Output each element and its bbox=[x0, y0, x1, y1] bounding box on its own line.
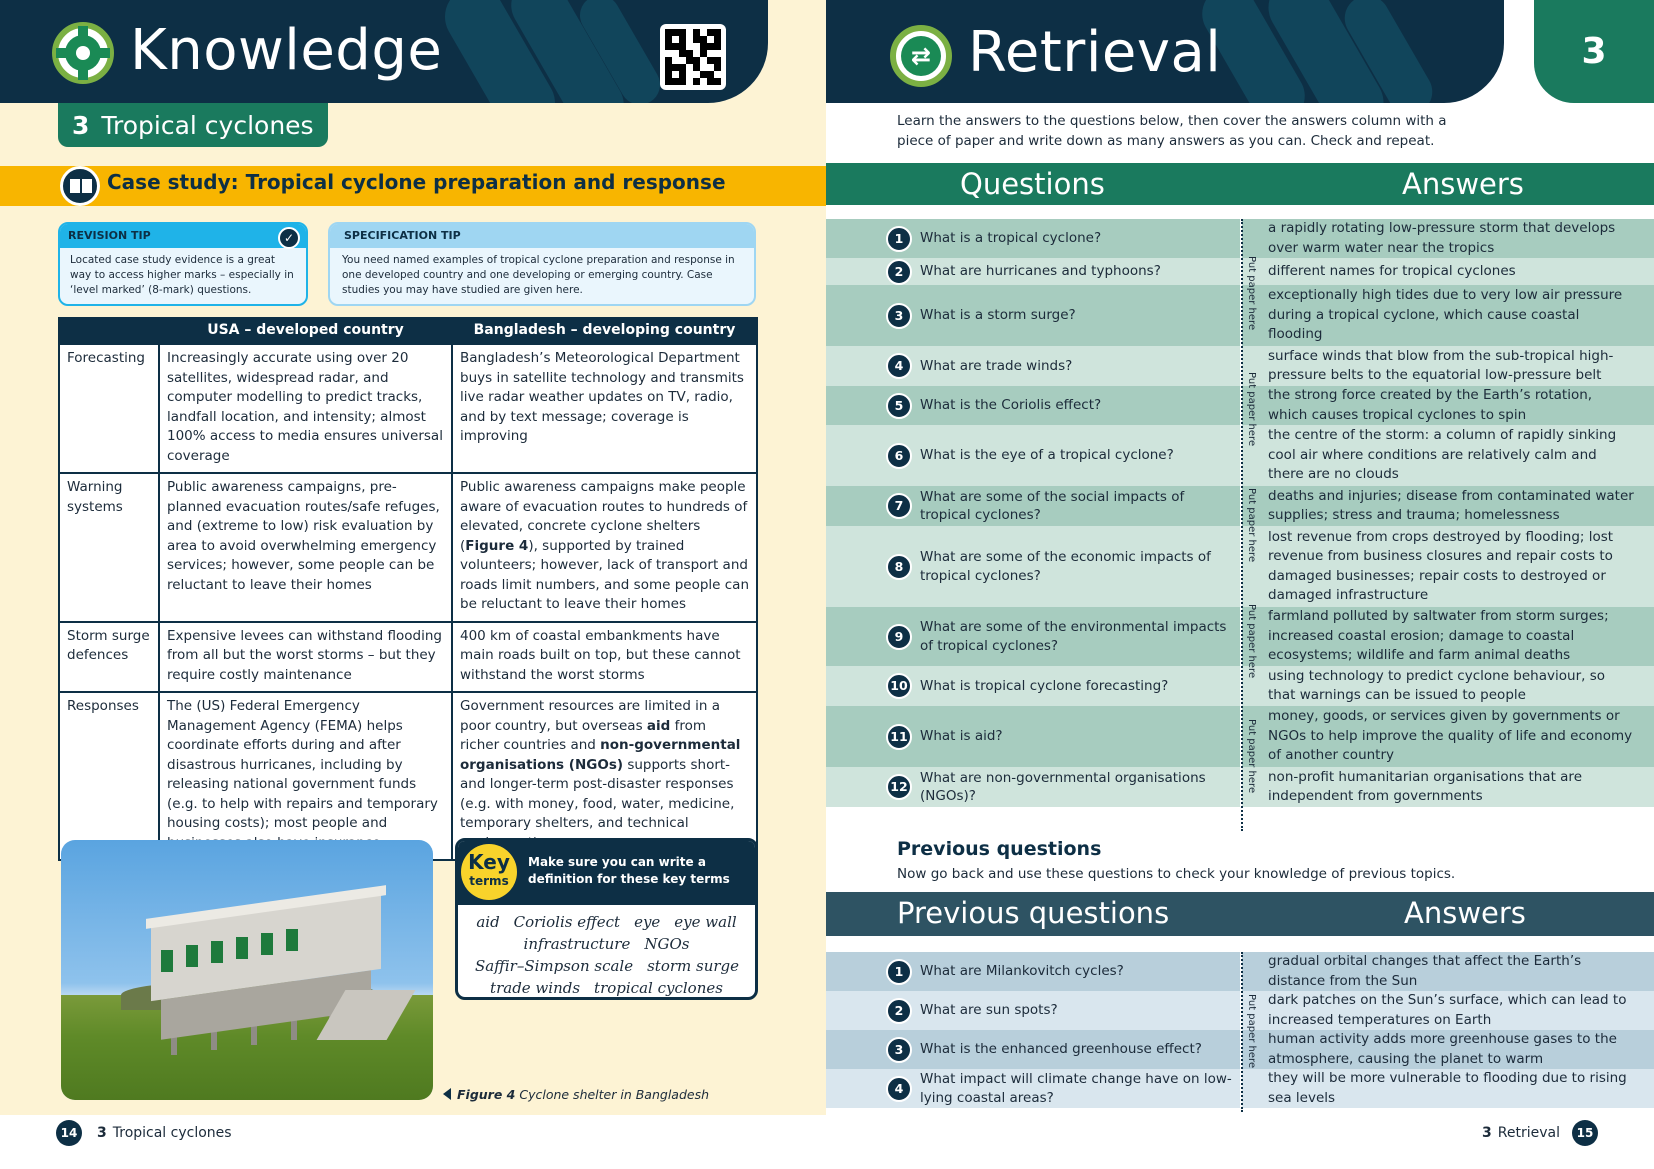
footer-chapter: 3 bbox=[97, 1125, 107, 1141]
key-terms-badge bbox=[461, 844, 517, 900]
answer-text: different names for tropical cyclones bbox=[1268, 262, 1516, 279]
cut-line bbox=[1241, 219, 1243, 831]
question-text: What impact will climate change have on low-lying coastal areas? bbox=[920, 1071, 1232, 1106]
key-terms-note: Make sure you can write a definition for these key terms bbox=[528, 855, 730, 886]
question-cell bbox=[826, 706, 1240, 767]
question-cell bbox=[826, 285, 1240, 346]
specification-tip bbox=[328, 222, 756, 306]
key-term: tropical cyclones bbox=[594, 979, 723, 997]
question-cell bbox=[826, 346, 1240, 386]
caption-arrow-icon bbox=[443, 1088, 451, 1100]
answer-text: a rapidly rotating low-pressure storm that develops over warm water near the tropics bbox=[1268, 220, 1616, 256]
answers-header: Answers bbox=[1402, 167, 1524, 201]
left-page bbox=[0, 0, 826, 1169]
previous-answers-header: Answers bbox=[1404, 896, 1526, 930]
row-label: Responses bbox=[59, 692, 159, 860]
put-paper-label: Put paper here bbox=[1246, 604, 1257, 679]
question-number: 6 bbox=[886, 443, 912, 469]
qa-row bbox=[826, 486, 1654, 526]
question-number: 8 bbox=[886, 554, 912, 580]
previous-qa-list bbox=[826, 952, 1654, 1108]
left-footer bbox=[0, 1115, 826, 1169]
specification-tip-label: SPECIFICATION TIP bbox=[330, 224, 754, 248]
question-cell bbox=[826, 666, 1240, 706]
bangladesh-cell: Bangladesh’s Meteorological Department buys in satellite technology and transmits live radar weather updates on TV, radio, and by text message; coverage is improving bbox=[452, 344, 757, 473]
table-header-blank bbox=[59, 318, 159, 344]
question-cell bbox=[826, 386, 1240, 425]
section-title: Tropical cyclones bbox=[101, 110, 314, 140]
previous-qa-header bbox=[826, 892, 1654, 936]
revision-tip-label: REVISION TIP bbox=[60, 224, 306, 248]
question-number: 1 bbox=[886, 959, 912, 985]
bangladesh-cell bbox=[452, 473, 757, 622]
question-text: What is aid? bbox=[920, 728, 1003, 745]
question-cell bbox=[826, 991, 1240, 1030]
answer-text: using technology to predict cyclone behaviour, so that warnings can be issued to people bbox=[1268, 667, 1605, 703]
question-number: 2 bbox=[886, 259, 912, 285]
qr-code-icon[interactable] bbox=[660, 24, 726, 90]
key-badge-bottom: terms bbox=[469, 874, 509, 888]
key-term: aid bbox=[476, 913, 500, 931]
question-text: What is the enhanced greenhouse effect? bbox=[920, 1041, 1202, 1058]
question-cell bbox=[826, 219, 1240, 258]
question-number: 5 bbox=[886, 393, 912, 419]
text-run: Government resources are limited in a poor country, but overseas bbox=[460, 698, 721, 734]
question-text: What are trade winds? bbox=[920, 357, 1073, 374]
case-study-table bbox=[58, 317, 758, 861]
qa-row bbox=[826, 1030, 1654, 1069]
previous-questions-title: Previous questions bbox=[897, 838, 1102, 860]
footer-title-text: Retrieval bbox=[1497, 1125, 1560, 1141]
qa-list bbox=[826, 219, 1654, 807]
question-cell bbox=[826, 425, 1240, 486]
table-row bbox=[59, 692, 757, 860]
key-term: eye wall bbox=[674, 913, 737, 931]
cyclone-shelter-photo bbox=[61, 840, 433, 1100]
retrieval-header bbox=[826, 0, 1504, 103]
key-badge-top: Key bbox=[468, 850, 510, 874]
question-text: What are hurricanes and typhoons? bbox=[920, 263, 1161, 280]
answer-text: deaths and injuries; disease from contaminated water supplies; stress and trauma; homelessness bbox=[1268, 487, 1634, 523]
question-text: What is the eye of a tropical cyclone? bbox=[920, 447, 1174, 464]
row-label: Storm surge defences bbox=[59, 622, 159, 693]
usa-cell: Increasingly accurate using over 20 satellites, widespread radar, and computer modelling to predict tracks, landfall location, and intensity; almost 100% access to media ensures universal coverage bbox=[159, 344, 452, 473]
key-term: NGOs bbox=[644, 935, 690, 953]
chapter-tab: 3 bbox=[1534, 0, 1654, 103]
swap-arrows-icon: ⇄ bbox=[890, 25, 952, 87]
book-icon bbox=[60, 166, 100, 206]
put-paper-label: Put paper here bbox=[1246, 488, 1257, 563]
key-term: Coriolis effect bbox=[513, 913, 621, 931]
answer-text: farmland polluted by saltwater from storm surges; increased coastal erosion; damage to coastal ecosystems; wildlife and farm animal deaths bbox=[1268, 608, 1609, 664]
question-number: 11 bbox=[886, 724, 912, 750]
checklist-icon: ✓ bbox=[278, 227, 300, 249]
question-text: What are some of the economic impacts of tropical cyclones? bbox=[920, 549, 1211, 584]
table-header-bangladesh: Bangladesh – developing country bbox=[452, 318, 757, 344]
table-header-usa: USA – developed country bbox=[159, 318, 452, 344]
question-number: 3 bbox=[886, 303, 912, 329]
footer-chapter: 3 bbox=[1482, 1125, 1492, 1141]
usa-cell: Public awareness campaigns, pre-planned evacuation routes/safe refuges, and (extreme to low) risk evaluation by area to avoid overwhelming emergency services; however, some people can be reluctant to leave their homes bbox=[159, 473, 452, 622]
answer-text: the strong force created by the Earth’s rotation, which causes tropical cyclones to spin bbox=[1268, 387, 1593, 423]
question-cell bbox=[826, 767, 1240, 807]
question-text: What is a tropical cyclone? bbox=[920, 230, 1102, 247]
qa-row bbox=[826, 767, 1654, 807]
answer-text: they will be more vulnerable to flooding due to rising sea levels bbox=[1268, 1070, 1627, 1106]
page-number: 15 bbox=[1572, 1120, 1598, 1146]
qa-header bbox=[826, 163, 1654, 205]
text-run: from richer countries and bbox=[460, 717, 707, 753]
put-paper-label: Put paper here bbox=[1246, 256, 1257, 331]
question-cell bbox=[826, 1069, 1240, 1108]
table-row bbox=[59, 344, 757, 473]
page-number: 14 bbox=[56, 1120, 82, 1146]
footer-title bbox=[97, 1125, 232, 1141]
specification-tip-text: You need named examples of tropical cyclone preparation and response in one developed country and one developing or emerging country. Case studies you may have studied are given here. bbox=[342, 254, 735, 296]
table-header-row bbox=[59, 318, 757, 344]
question-text: What is the Coriolis effect? bbox=[920, 397, 1102, 414]
footer-title-text: Tropical cyclones bbox=[112, 1125, 232, 1141]
question-text: What is a storm surge? bbox=[920, 307, 1076, 324]
qa-row bbox=[826, 607, 1654, 666]
bangladesh-cell bbox=[452, 692, 757, 860]
right-footer bbox=[826, 1115, 1654, 1169]
key-terms-header bbox=[458, 841, 755, 905]
question-number: 3 bbox=[886, 1037, 912, 1063]
answer-text: the centre of the storm: a column of rapidly sinking cool air where conditions are relatively calm and there are no clouds bbox=[1268, 427, 1617, 483]
case-study-title: Case study: Tropical cyclone preparation and response bbox=[107, 170, 726, 194]
text-run: ), supported by trained volunteers; however, lack of transport and roads limit numbers, and some people can be reluctant to leave their homes bbox=[460, 537, 750, 612]
qa-row bbox=[826, 666, 1654, 706]
knowledge-header bbox=[0, 0, 768, 103]
row-label: Warning systems bbox=[59, 473, 159, 622]
qa-row bbox=[826, 425, 1654, 486]
question-cell bbox=[826, 258, 1240, 285]
key-term: non-governmental organisations (NGOs) bbox=[460, 737, 741, 773]
figure-reference: Figure 4 bbox=[465, 537, 529, 554]
usa-cell: Expensive levees can withstand flooding from all but the worst storms – but they require costly maintenance bbox=[159, 622, 452, 693]
previous-questions-header: Previous questions bbox=[897, 896, 1170, 930]
answer-text: non-profit humanitarian organisations that are independent from governments bbox=[1268, 768, 1582, 804]
key-term: infrastructure bbox=[523, 935, 631, 953]
page-title: Knowledge bbox=[130, 18, 443, 83]
footer-title bbox=[1482, 1125, 1560, 1141]
question-text: What are some of the environmental impacts of tropical cyclones? bbox=[920, 619, 1227, 654]
text-run: Public awareness campaigns make people aware of evacuation routes to hundreds of elevated, concrete cyclone shelters ( bbox=[460, 479, 748, 554]
key-term: eye bbox=[634, 913, 661, 931]
caption-text: Cyclone shelter in Bangladesh bbox=[515, 1087, 710, 1102]
qa-row bbox=[826, 285, 1654, 346]
key-term: trade winds bbox=[490, 979, 581, 997]
figure-caption bbox=[443, 1087, 709, 1102]
caption-label: Figure 4 bbox=[457, 1087, 516, 1102]
answer-text: human activity adds more greenhouse gases to the atmosphere, causing the planet to warm bbox=[1268, 1031, 1617, 1067]
question-number: 4 bbox=[886, 353, 912, 379]
question-text: What are Milankovitch cycles? bbox=[920, 963, 1124, 980]
question-number: 2 bbox=[886, 998, 912, 1024]
answer-text: gradual orbital changes that affect the Earth’s distance from the Sun bbox=[1268, 953, 1582, 989]
qa-row bbox=[826, 219, 1654, 258]
gear-icon bbox=[52, 22, 114, 84]
answer-text: lost revenue from crops destroyed by flooding; lost revenue from business closures and repair costs to damaged businesses; repair costs to destroyed or damaged infrastructure bbox=[1268, 528, 1614, 603]
usa-cell: The (US) Federal Emergency Management Agency (FEMA) helps coordinate efforts during and after disastrous hurricanes, including by releasing national government funds (e.g. to help with repairs and temporary housing costs); most people and bbox=[159, 692, 452, 860]
retrieval-intro: Learn the answers to the questions below, then cover the answers column with a piece of paper and write down as many answers as you can. Check and repeat. bbox=[897, 113, 1447, 149]
question-text: What are some of the social impacts of tropical cyclones? bbox=[920, 488, 1185, 523]
answer-text: surface winds that blow from the sub-tropical high-pressure belts to the equatorial low-pressure belt bbox=[1268, 347, 1614, 383]
question-number: 10 bbox=[886, 673, 912, 699]
put-paper-label: Put paper here bbox=[1246, 372, 1257, 447]
questions-header: Questions bbox=[960, 167, 1105, 201]
put-paper-label: Put paper here bbox=[1246, 719, 1257, 794]
qa-row bbox=[826, 386, 1654, 425]
question-cell bbox=[826, 952, 1240, 991]
qa-row bbox=[826, 346, 1654, 386]
qa-row bbox=[826, 526, 1654, 607]
row-label: Forecasting bbox=[59, 344, 159, 473]
answer-text: money, goods, or services given by governments or NGOs to help improve the quality of life and economy of another country bbox=[1268, 708, 1633, 764]
question-number: 9 bbox=[886, 624, 912, 650]
previous-questions-subtitle: Now go back and use these questions to check your knowledge of previous topics. bbox=[897, 866, 1456, 882]
revision-tip bbox=[58, 222, 308, 306]
question-cell bbox=[826, 1030, 1240, 1069]
section-number: 3 bbox=[72, 110, 90, 140]
question-number: 4 bbox=[886, 1076, 912, 1102]
key-terms-box bbox=[455, 838, 758, 1000]
table-row bbox=[59, 622, 757, 693]
question-cell bbox=[826, 526, 1240, 607]
key-terms-list bbox=[458, 905, 755, 1000]
key-term: storm surge bbox=[647, 957, 740, 975]
qa-row bbox=[826, 706, 1654, 767]
question-cell bbox=[826, 486, 1240, 526]
question-number: 7 bbox=[886, 493, 912, 519]
key-term: aid bbox=[646, 717, 671, 734]
cut-line bbox=[1241, 952, 1243, 1112]
question-text: What are non-governmental organisations (NGOs)? bbox=[920, 769, 1206, 804]
table-row bbox=[59, 473, 757, 622]
page-title: Retrieval bbox=[968, 20, 1222, 85]
question-text: What are sun spots? bbox=[920, 1002, 1058, 1019]
question-text: What is tropical cyclone forecasting? bbox=[920, 677, 1169, 694]
qa-row bbox=[826, 991, 1654, 1030]
qa-row bbox=[826, 258, 1654, 285]
put-paper-label: Put paper here bbox=[1246, 994, 1257, 1069]
qa-row bbox=[826, 952, 1654, 991]
text-run: supports short- and longer-term post-disaster responses (e.g. with money, food, water, medicine, temporary shelters, and technical bbox=[460, 756, 735, 831]
answer-text: dark patches on the Sun’s surface, which can lead to increased temperatures on Earth bbox=[1268, 992, 1627, 1028]
answer-text: exceptionally high tides due to very low air pressure during a tropical cyclone, which cause coastal flooding bbox=[1268, 287, 1623, 343]
revision-tip-text: Located case study evidence is a great way to access higher marks – especially in ‘level marked’ (8-mark) questions. bbox=[70, 254, 294, 296]
section-tab bbox=[58, 103, 328, 147]
bangladesh-cell: 400 km of coastal embankments have main roads built on top, but these cannot withstand the worst storms bbox=[452, 622, 757, 693]
qa-row bbox=[826, 1069, 1654, 1108]
question-number: 1 bbox=[886, 226, 912, 252]
question-number: 12 bbox=[886, 774, 912, 800]
key-term: Saffir–Simpson scale bbox=[475, 957, 634, 975]
question-cell bbox=[826, 607, 1240, 666]
right-page bbox=[826, 0, 1654, 1169]
